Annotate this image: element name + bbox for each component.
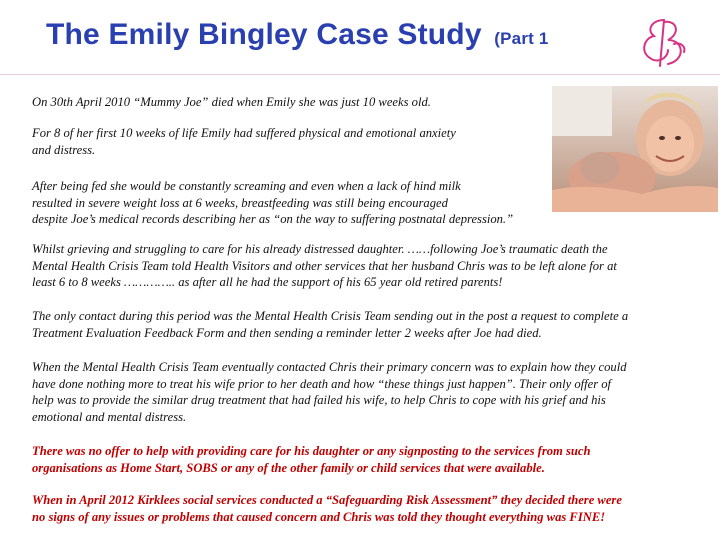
text-line: despite Joe’s medical records describing her as “on the way to suffering postnatal depression.” [32, 212, 514, 226]
paragraph-2 [32, 125, 456, 158]
text-line: On 30th April 2010 “Mummy Joe” died when Emily she was just 10 weeks old. [32, 95, 431, 109]
text-line: After being fed she would be constantly screaming and even when a lack of hind milk [32, 179, 461, 193]
text-line: There was no offer to help with providing care for his daughter or any signposting to the services from such [32, 444, 591, 458]
text-line: For 8 of her first 10 weeks of life Emily had suffered physical and emotional anxiety [32, 126, 456, 140]
paragraph-4 [32, 241, 617, 291]
text-line: Treatment Evaluation Feedback Form and then sending a reminder letter 2 weeks after Joe had died. [32, 325, 542, 340]
eb-logo-icon [634, 14, 696, 72]
paragraph-6 [32, 359, 627, 425]
paragraph-3 [32, 178, 513, 228]
text-line: no signs of any issues or problems that caused concern and Chris was told they thought everything was FINE! [32, 509, 606, 524]
text-line: emotional and mental distress. [32, 409, 187, 424]
paragraph-7-highlight [32, 443, 591, 476]
title-text: The Emily Bingley Case Study [46, 18, 482, 51]
text-line: When in April 2012 Kirklees social services conducted a “Safeguarding Risk Assessment” they decided there were [32, 493, 622, 507]
text-line: resulted in severe weight loss at 6 weeks, breastfeeding was still being encouraged [32, 195, 448, 210]
text-line: Whilst grieving and struggling to care for his already distressed daughter. ……following Joe’s traumatic death the [32, 242, 608, 256]
title-part-label: (Part 1 [494, 29, 549, 48]
text-line: Mental Health Crisis Team told Health Visitors and other services that her husband Chris was to be left alone for at [32, 258, 617, 273]
mother-and-newborn-photo [552, 86, 718, 212]
text-line: help was to provide the similar drug treatment that had failed his wife, to help Chris to cope with his grief and his [32, 393, 606, 407]
page-title [46, 18, 549, 52]
text-line: least 6 to 8 weeks ………….. as after all he had the support of his 65 year old retired parents! [32, 275, 503, 289]
paragraph-1 [32, 94, 431, 111]
text-line: and distress. [32, 142, 96, 157]
header-divider [0, 74, 720, 75]
text-line: The only contact during this period was the Mental Health Crisis Team sending out in the post a request to complete a [32, 309, 629, 323]
text-line: organisations as Home Start, SOBS or any of the other family or child services that were available. [32, 460, 545, 475]
text-line: have done nothing more to treat his wife prior to her death and how “these things just happen”. Their only offer of [32, 376, 612, 391]
paragraph-5 [32, 308, 628, 341]
text-line: When the Mental Health Crisis Team eventually contacted Chris their primary concern was to explain how they could [32, 360, 627, 374]
paragraph-8-highlight [32, 492, 622, 525]
